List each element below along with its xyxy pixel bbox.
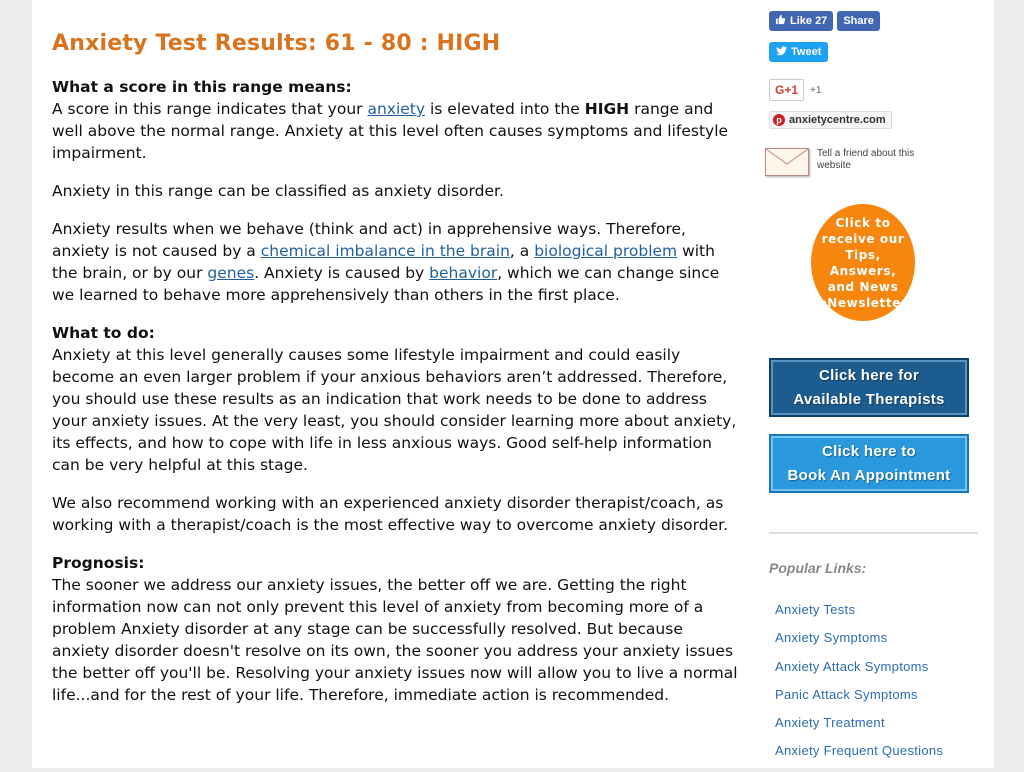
therapist-recommendation-paragraph: We also recommend working with an experienced anxiety disorder therapist/coach, as working with a therapist/coach is the most effective way to overcome anxiety disorder. xyxy=(52,494,728,534)
high-bold-text: HIGH xyxy=(584,100,630,118)
tell-a-friend-link[interactable] xyxy=(765,148,917,176)
prognosis-heading: Prognosis: xyxy=(52,554,145,572)
newsletter-signup-circle[interactable] xyxy=(811,204,915,321)
page-title: Anxiety Test Results: 61 - 80 : HIGH xyxy=(52,31,501,56)
prognosis-paragraph: The sooner we address our anxiety issues, the better off we are. Getting the right information now can not only prevent this level of anxiety from becoming more of a problem Anxiety disorder at any stage can be successfully resolved. But because anxiety disorder doesn't resolve on its own, the sooner you address your anxiety issues the better off you'll be. Resolving your anxiety issues now will allow you to live a normal life...and for the rest of your life. Therefore, immediate action is recommended. xyxy=(52,576,738,704)
google-plus-row xyxy=(769,79,821,101)
popular-link-anxiety-tests[interactable]: Anxiety Tests xyxy=(775,602,856,617)
what-to-do-heading: What to do: xyxy=(52,324,155,342)
pinterest-button[interactable] xyxy=(769,111,892,129)
envelope-icon xyxy=(765,148,809,176)
cta-line: Book An Appointment xyxy=(787,467,951,484)
cta-line: Available Therapists xyxy=(793,391,945,408)
chemical-imbalance-link[interactable]: chemical imbalance in the brain xyxy=(260,242,510,260)
popular-links-list xyxy=(775,602,943,772)
text-fragment: with the brain, or by our xyxy=(52,242,715,282)
tell-a-friend-text: Tell a friend about this website xyxy=(817,148,915,171)
twitter-bird-icon xyxy=(776,46,787,59)
pinterest-icon: p xyxy=(773,114,785,126)
pinterest-label: anxietycentre.com xyxy=(789,114,886,126)
book-appointment-button[interactable] xyxy=(769,434,969,493)
sidebar xyxy=(769,0,994,768)
sidebar-divider xyxy=(769,532,978,534)
score-meaning-heading: What a score in this range means: xyxy=(52,78,352,96)
main-column xyxy=(52,30,742,722)
text-fragment: , which we can change since we learned to behave more apprehensively than others in the first place. xyxy=(52,264,720,304)
behavior-link[interactable]: behavior xyxy=(429,264,498,282)
newsletter-text: Click to receive our Tips, Answers, and News eNewsletter xyxy=(818,215,908,310)
text-fragment: A score in this range indicates that your xyxy=(52,100,368,118)
like-label: Like 27 xyxy=(790,15,828,27)
text-fragment: Anxiety results when we behave (think and act) in apprehensive ways. Therefore, anxiety is not caused by a xyxy=(52,220,686,260)
genes-link[interactable]: genes xyxy=(207,264,255,282)
tweet-label: Tweet xyxy=(791,46,822,58)
text-fragment: range and well above the normal range. Anxiety at this level often causes symptoms and lifestyle impairment. xyxy=(52,100,729,162)
score-meaning-paragraph xyxy=(52,98,742,164)
thumbs-up-icon xyxy=(775,14,786,28)
popular-link-panic-attack-symptoms[interactable]: Panic Attack Symptoms xyxy=(775,686,918,702)
what-to-do-paragraph: Anxiety at this level generally causes some lifestyle impairment and could easily become an even larger problem if your anxious behaviors aren’t addressed. Therefore, you should use these results as an indication that work needs to be done to address your anxiety issues. At the very least, you should consider learning more about anxiety, its effects, and how to cope with life in less anxious ways. Good self-help information can be very helpful at this stage. xyxy=(52,346,737,474)
popular-link-anxiety-faq[interactable]: Anxiety Frequent Questions xyxy=(775,743,944,759)
google-plus-count: +1 xyxy=(810,84,822,96)
google-plus-button[interactable]: G+1 xyxy=(769,79,804,101)
facebook-like-button[interactable] xyxy=(769,11,833,31)
classification-paragraph: Anxiety in this range can be classified as anxiety disorder. xyxy=(52,182,504,200)
text-fragment: is elevated into the xyxy=(425,100,585,118)
popular-link-anxiety-attack-symptoms[interactable]: Anxiety Attack Symptoms xyxy=(775,658,929,674)
facebook-buttons xyxy=(769,11,880,31)
cta-line: Click here for xyxy=(818,367,920,384)
text-fragment: . Anxiety is caused by xyxy=(254,264,430,282)
popular-link-anxiety-treatment[interactable]: Anxiety Treatment xyxy=(775,715,885,731)
cta-line: Click here to xyxy=(822,443,916,460)
anxiety-link[interactable]: anxiety xyxy=(367,100,426,118)
popular-link-anxiety-symptoms[interactable]: Anxiety Symptoms xyxy=(775,630,888,646)
available-therapists-button[interactable] xyxy=(769,358,969,417)
popular-links-heading: Popular Links: xyxy=(769,560,867,576)
tweet-button[interactable] xyxy=(769,42,828,62)
biological-problem-link[interactable]: biological problem xyxy=(534,242,678,260)
text-fragment: , a xyxy=(509,242,535,260)
cause-paragraph xyxy=(52,218,742,306)
facebook-share-button[interactable]: Share xyxy=(837,11,880,31)
page-content xyxy=(32,0,994,768)
